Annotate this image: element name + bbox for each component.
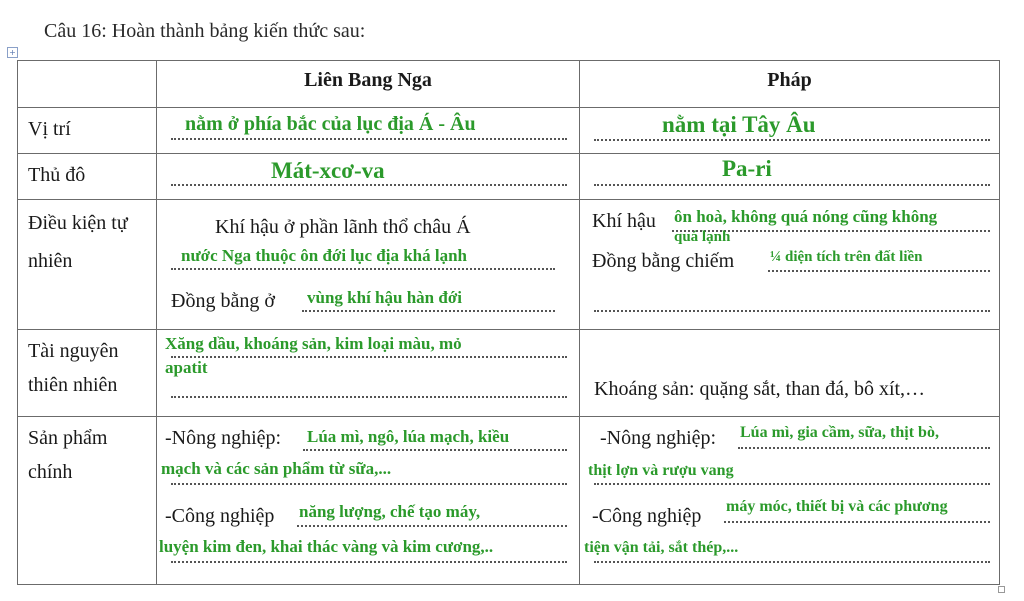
prompt-russia-climate: Khí hậu ở phần lãnh thổ châu Á bbox=[215, 216, 471, 238]
knowledge-table bbox=[17, 60, 1000, 585]
header-empty-cell bbox=[18, 61, 157, 108]
answer-france-capital: Pa-ri bbox=[722, 156, 772, 181]
answer-france-location: nằm tại Tây Âu bbox=[662, 112, 816, 137]
dotted-line bbox=[594, 310, 990, 312]
dotted-line bbox=[171, 184, 567, 186]
table-move-handle-icon[interactable]: + bbox=[7, 47, 18, 58]
dotted-line bbox=[171, 268, 555, 270]
answer-france-climate-line2: quá lạnh bbox=[674, 229, 731, 245]
dotted-line bbox=[594, 561, 990, 563]
answer-france-ind-line1: máy móc, thiết bị và các phương bbox=[726, 498, 948, 515]
header-france: Pháp bbox=[580, 61, 1000, 108]
answer-france-plains: ¼ diện tích trên đất liền bbox=[770, 249, 923, 265]
prompt-france-industry: -Công nghiệp bbox=[592, 505, 702, 527]
answer-france-agri-line1: Lúa mì, gia cầm, sữa, thịt bò, bbox=[740, 424, 939, 441]
answer-france-agri-line2: thịt lợn và rượu vang bbox=[588, 462, 734, 479]
prompt-russia-industry: -Công nghiệp bbox=[165, 505, 275, 527]
cell-russia-natural bbox=[157, 200, 580, 330]
answer-russia-plains: vùng khí hậu hàn đới bbox=[307, 288, 462, 307]
answer-russia-agri-line2: mạch và các sản phẩm từ sữa,... bbox=[161, 459, 392, 478]
answer-russia-location: nằm ở phía bắc của lục địa Á - Âu bbox=[185, 113, 476, 135]
answer-france-resources: Khoáng sản: quặng sắt, than đá, bô xít,… bbox=[594, 378, 926, 400]
dotted-line bbox=[594, 483, 990, 485]
dotted-line bbox=[303, 449, 567, 451]
answer-russia-climate: nước Nga thuộc ôn đới lục địa khá lạnh bbox=[181, 246, 467, 265]
dotted-line bbox=[594, 139, 990, 141]
dotted-line bbox=[171, 138, 567, 140]
row-label-products-line2: chính bbox=[28, 461, 73, 483]
cell-france-natural bbox=[580, 200, 1000, 330]
answer-russia-resources-line2: apatit bbox=[165, 358, 208, 377]
cell-russia-location bbox=[157, 108, 580, 154]
row-label-natural-line2: nhiên bbox=[28, 250, 73, 272]
cell-france-resources bbox=[580, 330, 1000, 417]
cell-france-capital bbox=[580, 154, 1000, 200]
prompt-france-agriculture: -Nông nghiệp: bbox=[600, 427, 717, 449]
answer-russia-agri-line1: Lúa mì, ngô, lúa mạch, kiều bbox=[307, 427, 510, 446]
cell-russia-products bbox=[157, 417, 580, 585]
dotted-line bbox=[171, 483, 567, 485]
dotted-line bbox=[171, 561, 567, 563]
question-heading: Câu 16: Hoàn thành bảng kiến thức sau: bbox=[44, 20, 366, 42]
dotted-line bbox=[171, 356, 567, 358]
answer-russia-ind-line1: năng lượng, chế tạo máy, bbox=[299, 502, 481, 521]
row-label-resources-line2: thiên nhiên bbox=[28, 374, 118, 396]
dotted-line bbox=[171, 396, 567, 398]
row-label-natural-line1: Điều kiện tự bbox=[28, 212, 128, 234]
prompt-france-climate: Khí hậu bbox=[592, 210, 656, 232]
answer-russia-ind-line2: luyện kim đen, khai thác vàng và kim cương,.. bbox=[159, 537, 494, 556]
dotted-line bbox=[768, 270, 990, 272]
cell-russia-resources bbox=[157, 330, 580, 417]
row-label-products-line1: Sản phẩm bbox=[28, 427, 108, 449]
resize-handle-icon[interactable] bbox=[998, 586, 1005, 593]
row-label-products bbox=[18, 417, 157, 585]
header-russia: Liên Bang Nga bbox=[157, 61, 580, 108]
answer-france-climate-line1: ôn hoà, không quá nóng cũng không bbox=[674, 207, 938, 226]
dotted-line bbox=[724, 521, 990, 523]
row-label-capital: Thủ đô bbox=[18, 154, 157, 200]
cell-france-location bbox=[580, 108, 1000, 154]
row-label-natural bbox=[18, 200, 157, 330]
dotted-line bbox=[297, 525, 567, 527]
prompt-france-plains: Đồng bằng chiếm bbox=[592, 250, 735, 272]
row-label-resources-line1: Tài nguyên bbox=[28, 340, 119, 362]
dotted-line bbox=[302, 310, 555, 312]
answer-russia-capital: Mát-xcơ-va bbox=[271, 158, 385, 183]
row-label-resources bbox=[18, 330, 157, 417]
dotted-line bbox=[594, 184, 990, 186]
dotted-line bbox=[738, 447, 990, 449]
answer-russia-resources-line1: Xăng dầu, khoáng sản, kim loại màu, mỏ bbox=[165, 334, 462, 353]
cell-russia-capital bbox=[157, 154, 580, 200]
answer-france-ind-line2: tiện vận tải, sắt thép,... bbox=[584, 539, 739, 556]
prompt-russia-plains: Đồng bằng ở bbox=[171, 290, 275, 312]
prompt-russia-agriculture: -Nông nghiệp: bbox=[165, 427, 282, 449]
cell-france-products bbox=[580, 417, 1000, 585]
row-label-location: Vị trí bbox=[18, 108, 157, 154]
